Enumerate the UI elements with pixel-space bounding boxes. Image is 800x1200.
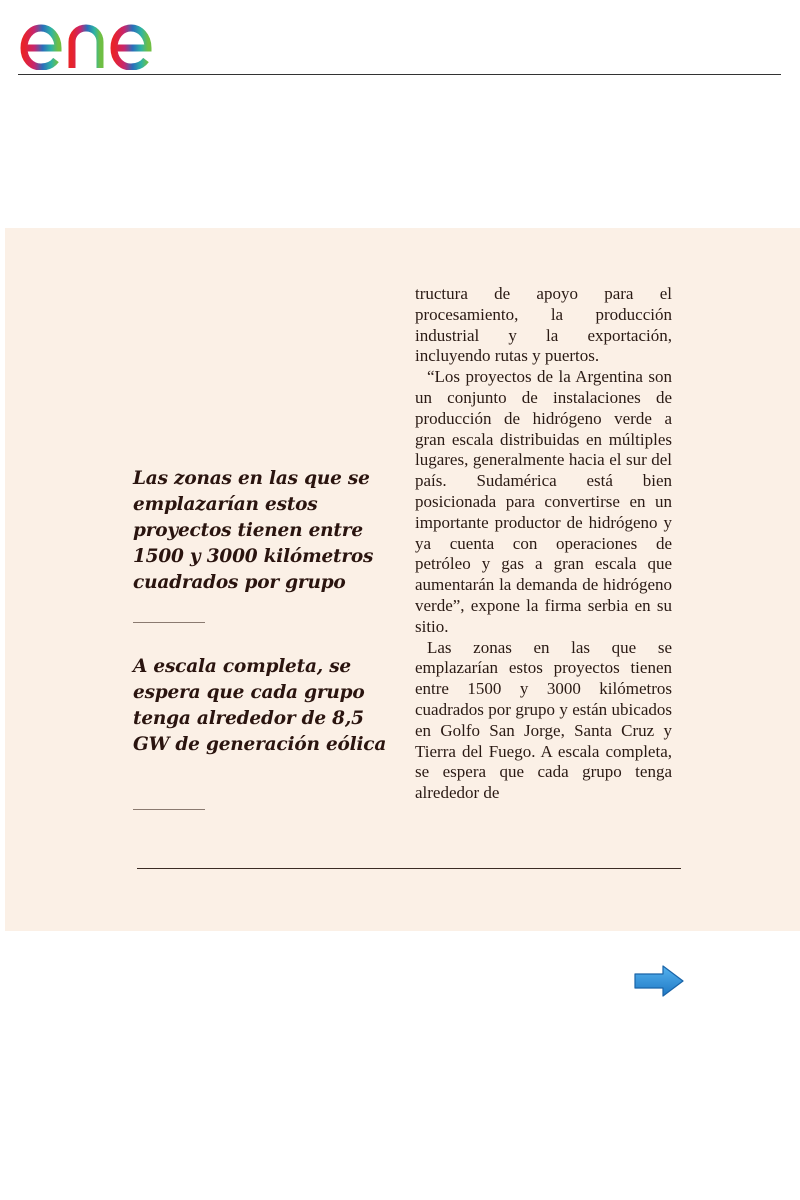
header-divider bbox=[18, 74, 781, 75]
pullquote-divider bbox=[133, 809, 205, 810]
article-paragraph: tructura de apoyo para el procesamiento, la producción industrial y la exportación, incluyendo rutas y puertos. bbox=[415, 284, 672, 366]
pullquote-zones: Las zonas en las que se emplazarían estos proyectos tienen entre 1500 y 3000 kilómetros cuadrados por grupo bbox=[133, 468, 374, 593]
article-paragraph: Las zonas en las que se emplazarían estos proyectos tienen entre 1500 y 3000 kilómetros cuadrados por grupo y están ubicados en Golfo San Jorge, Santa Cruz y Tierra del Fuego. A escala completa, se espera que cada grupo tenga alrededor de bbox=[415, 637, 672, 803]
article-paragraph: “Los proyectos de la Argentina son un conjunto de instalaciones de producción de hidrógeno verde a gran escala distribuidas en múltiples lugares, generalmente hacia el sur del país. Sudamérica está bien posicionada para convertirse en un importante productor de hidrógeno y ya cuenta con operaciones de petróleo y gas a gran escala que aumentarán la demanda de hidrógeno verde”, expone la firma serbia en su sitio. bbox=[415, 367, 672, 636]
pullquote-divider bbox=[133, 622, 205, 623]
newspaper-clipping bbox=[5, 228, 800, 931]
article-body bbox=[415, 284, 672, 804]
enel-logo bbox=[18, 6, 193, 70]
clipping-bottom-rule bbox=[137, 868, 681, 869]
right-arrow-icon[interactable] bbox=[633, 964, 685, 998]
pullquote-wind-generation: A escala completa, se espera que cada grupo tenga alrededor de 8,5 GW de generación eólica bbox=[133, 656, 387, 755]
